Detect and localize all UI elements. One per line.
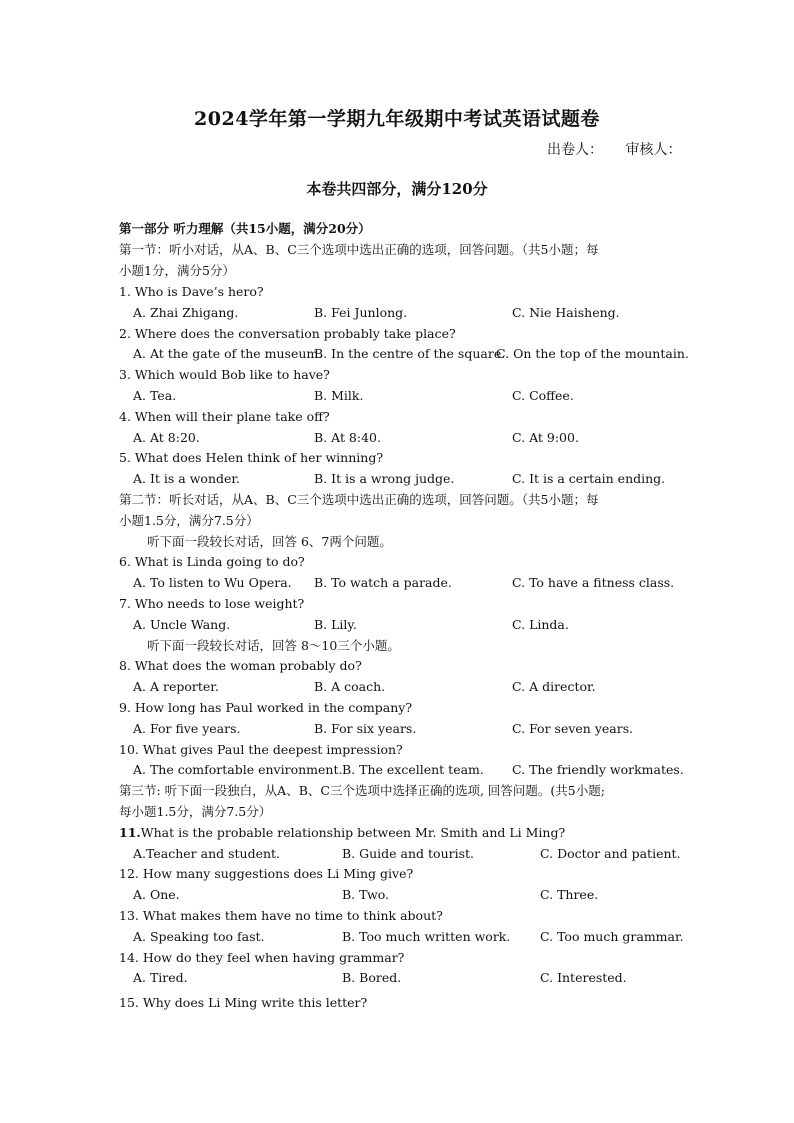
option-b: B. Lily. [314,617,357,632]
options-9 [133,720,693,738]
option-b: B. Fei Junlong. [314,305,408,320]
option-a: A. Tea. [133,388,177,403]
option-b: B. To watch a parade. [314,575,452,590]
option-c: C. At 9:00. [512,430,579,445]
exam-subtitle: 本卷共四部分，满分120分 [306,180,488,198]
options-4 [133,429,693,447]
options-14 [133,969,693,987]
option-a: A. A reporter. [133,679,219,694]
options-10 [133,761,693,779]
question-4: 4. When will their plane take off? [119,409,330,424]
option-c: C. A director. [512,679,596,694]
option-b: B. Bored. [342,970,402,985]
option-b: B. At 8:40. [314,430,381,445]
question-7: 7. Who needs to lose weight? [119,596,305,611]
option-b: B. It is a wrong judge. [314,471,455,486]
section2-instruction-2: 小题1.5分，满分7.5分） [119,513,259,528]
option-a: A. Uncle Wang. [133,617,231,632]
option-c: C. The friendly workmates. [512,762,684,777]
section3-instruction-1: 第三节: 听下面一段独白，从A、B、C三个选项中选择正确的选项, 回答问题。(共5小题; [119,783,605,798]
section3-instruction-2: 每小题1.5分，满分7.5分） [119,804,272,819]
option-a: A. For five years. [133,721,241,736]
option-b: B. Two. [342,887,390,902]
section1-instruction-2: 小题1分，满分5分） [119,263,235,278]
option-a: A.Teacher and student. [133,846,281,861]
section2-note-2: 听下面一段较长对话，回答 8～10三个小题。 [147,638,400,653]
question-10: 10. What gives Paul the deepest impression? [119,742,403,757]
options-11 [133,845,693,863]
option-a: A. Zhai Zhigang. [133,305,239,320]
question-12: 12. How many suggestions does Li Ming give? [119,866,414,881]
option-c: C. On the top of the mountain. [496,346,689,361]
page-title: 2024学年第一学期九年级期中考试英语试题卷 [194,108,600,130]
option-c: C. It is a certain ending. [512,471,666,486]
option-b: B. For six years. [314,721,417,736]
part1-heading: 第一部分 听力理解（共15小题，满分20分） [119,221,371,236]
options-6 [133,574,693,592]
option-c: C. Too much grammar. [540,929,684,944]
option-a: A. At the gate of the museum. [133,346,323,361]
setter-label: 出卷人： [547,142,603,158]
options-1 [133,304,693,322]
option-a: A. Tired. [133,970,188,985]
question-text: What is the probable relationship between Mr. Smith and Li Ming? [140,825,566,840]
option-a: A. Speaking too fast. [133,929,265,944]
options-13 [133,928,693,946]
section2-instruction-1: 第二节：听长对话，从A、B、C三个选项中选出正确的选项，回答问题。（共5小题；每 [119,492,599,507]
option-a: A. The comfortable environment. [133,762,343,777]
options-12 [133,886,693,904]
question-5: 5. What does Helen think of her winning? [119,450,384,465]
option-b: B. Milk. [314,388,364,403]
question-15: 15. Why does Li Ming write this letter? [119,995,368,1010]
question-8: 8. What does the woman probably do? [119,658,362,673]
option-a: A. To listen to Wu Opera. [133,575,292,590]
option-a: A. One. [133,887,180,902]
question-14: 14. How do they feel when having grammar? [119,950,405,965]
options-3 [133,387,693,405]
option-c: C. Doctor and patient. [540,846,681,861]
question-11 [119,824,565,842]
option-b: B. Too much written work. [342,929,511,944]
option-c: C. Three. [540,887,599,902]
option-a: A. It is a wonder. [133,471,240,486]
option-b: B. A coach. [314,679,386,694]
options-7 [133,616,693,634]
option-a: A. At 8:20. [133,430,200,445]
options-2 [133,345,693,363]
option-c: C. To have a fitness class. [512,575,675,590]
section1-instruction-1: 第一节：听小对话，从A、B、C三个选项中选出正确的选项，回答问题。（共5小题；每 [119,242,599,257]
option-b: B. In the centre of the square. [314,346,506,361]
option-b: B. The excellent team. [342,762,484,777]
author-line [547,139,699,159]
options-5 [133,470,693,488]
option-c: C. Nie Haisheng. [512,305,620,320]
option-c: C. Interested. [540,970,627,985]
option-b: B. Guide and tourist. [342,846,475,861]
question-number: 11. [119,825,141,840]
question-13: 13. What makes them have no time to think about? [119,908,443,923]
option-c: C. Linda. [512,617,569,632]
option-c: C. Coffee. [512,388,574,403]
question-6: 6. What is Linda going to do? [119,554,305,569]
options-8 [133,678,693,696]
option-c: C. For seven years. [512,721,634,736]
question-3: 3. Which would Bob like to have? [119,367,330,382]
question-2: 2. Where does the conversation probably take place? [119,326,456,341]
section2-note-1: 听下面一段较长对话，回答 6、7两个问题。 [147,534,392,549]
question-1: 1. Who is Dave’s hero? [119,284,264,299]
reviewer-label: 审核人： [625,142,682,158]
question-9: 9. How long has Paul worked in the company? [119,700,413,715]
